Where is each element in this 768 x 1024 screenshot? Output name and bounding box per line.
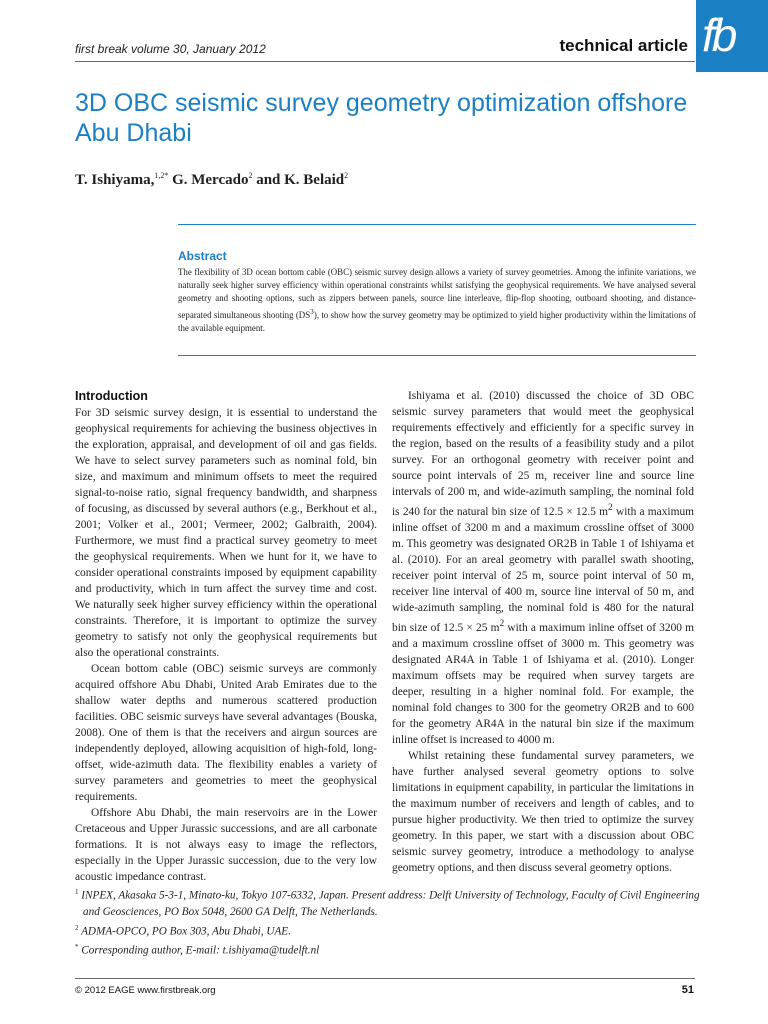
- footnotes: [75, 884, 715, 959]
- author-name: and K. Belaid: [252, 172, 345, 188]
- footer-rule: [75, 978, 695, 979]
- unit-superscript: 2: [608, 503, 613, 513]
- author-affiliation-mark: 2: [248, 171, 253, 180]
- body-paragraph: [392, 388, 694, 748]
- footnote-text: INPEX, Akasaka 5-3-1, Minato-ku, Tokyo 107-6332, Japan. Present address: Delft University of Technology, Faculty of Civil Engineering and Geosciences, PO Box 5048, 2600 GA Delft, The Netherlands.: [78, 889, 700, 918]
- author-list: [75, 171, 348, 189]
- abstract-top-rule: [178, 224, 696, 225]
- footnote-text: Corresponding author, E-mail: t.ishiyama@tudelft.nl: [78, 945, 320, 958]
- copyright-line: © 2012 EAGE www.firstbreak.org: [75, 985, 216, 996]
- footnote-mark: 1: [75, 888, 79, 896]
- page-number: 51: [681, 984, 694, 996]
- fb-logo-text: fb: [702, 9, 735, 61]
- running-head: first break volume 30, January 2012: [75, 42, 266, 56]
- author-name: T. Ishiyama,: [75, 172, 155, 188]
- body-paragraph: Whilst retaining these fundamental survey parameters, we have further analysed several geometry options to solve limitations in equipment capability, in particular the limitations in the maximum number of receivers and length of cables, and to pursue higher productivity. We then tried to optimize the survey geometry. In this paper, we start with a discussion about OBC seismic survey geometry, introduce a methodology to analyse geometry options, and then discuss several geometry options.: [392, 749, 694, 874]
- abstract-text-part: ), to show how the survey geometry may be optimized to yield higher productivity within the limitations of the available equipment.: [178, 309, 696, 333]
- footnote-mark: 2: [75, 923, 79, 932]
- unit-superscript: 2: [499, 618, 505, 629]
- footnote: [75, 920, 715, 940]
- header-rule: [75, 61, 695, 62]
- body-paragraph: Offshore Abu Dhabi, the main reservoirs are in the Lower Cretaceous and Upper Jurassic successions, and are all carbonate formations. It is not always easy to image the reflectors, especially in the Upper Jurassic succession, due to the very low acoustic impedance contrast.: [75, 807, 377, 883]
- author-name: G. Mercado: [168, 172, 249, 188]
- article-title: 3D OBC seismic survey geometry optimization offshore Abu Dhabi: [75, 89, 688, 147]
- author-affiliation-mark: 2: [344, 171, 349, 180]
- footnote-text: ADMA-OPCO, PO Box 303, Abu Dhabi, UAE.: [78, 925, 291, 938]
- body-text-part: Ishiyama et al. (2010) discussed the choice of 3D OBC seismic survey parameters that would meet the geophysical requirements effectively and efficiently for a specific survey in the region, based on the results of a feasibility study and a pilot survey. For an orthogonal geometry with receiver point and source point intervals of 25 m, receiver line and source line intervals of 200 m, and wide-azimuth sampling, the nominal fold is 240 for the natural bin size of 12.5 × 12.5 m: [392, 390, 694, 518]
- fb-logo: [696, 0, 768, 72]
- section-label: technical article: [559, 36, 688, 55]
- abstract-text: [178, 266, 696, 335]
- abstract-bottom-rule: [178, 355, 696, 356]
- footnote: [75, 884, 715, 920]
- section-heading-introduction: Introduction: [75, 389, 148, 403]
- abstract-heading: Abstract: [178, 249, 227, 263]
- footnote-mark: *: [75, 943, 79, 952]
- body-paragraph: Ocean bottom cable (OBC) seismic surveys are commonly acquired offshore Abu Dhabi, United Arab Emirates due to the shallow water depths and numerous scattered production facilities. OBC seismic surveys have several advantages (Bouska, 2008). One of them is that the receivers and airgun sources are independently deployed, allowing acquisition of high-fold, long-offset, wide-azimuth data. The flexibility enables a variety of survey parameters and geometries to meet the geophysical requirements.: [75, 663, 377, 803]
- abstract-text-part: The flexibility of 3D ocean bottom cable (OBC) seismic survey design allows a variety of survey geometries. Among the infinite variations, we naturally seek higher survey efficiency within operational constraints whilst satisfying the geophysical requirements. We have analysed several geometry and shooting options, such as zippers between panels, source line interleave, flip-flop shooting, outboard shooting, and distance-separated simultaneous shooting (DS: [178, 267, 696, 320]
- footnote: [75, 939, 715, 959]
- author-affiliation-mark: 1,2*: [154, 171, 169, 180]
- body-paragraph: For 3D seismic survey design, it is essential to understand the geophysical requirements for achieving the business objectives in the exploration, appraisal, and development of oil and gas fields. We have to select survey parameters such as nominal fold, bin size, and maximum and minimum offsets to meet the required signal-to-noise ratio, signal frequency bandwidth, and sharpness of focusing, as discussed by several authors (e.g., Berkhout et al., 2001; Volker et al., 2001; Vermeer, 2002; Galbraith, 2004). Furthermore, we must find a practical survey geometry to meet the geophysical requirements. When we hunt for it, we have to consider operational constraints imposed by equipment capability and productivity, which in turn affect the survey time and cost. We naturally seek higher survey efficiency within the operational constraints. Therefore, it is important to optimize the survey geometry to satisfy not only the geophysical requirements but also the operational constraints.: [75, 407, 377, 659]
- body-text-part: with a maximum inline offset of 3200 m and a maximum crossline offset of 3000 m. This geometry was designated OR2B in Table 1 of Ishiyama et al. (2010). For an areal geometry with parallel swath shooting, receiver point interval of 25 m, source point interval of 50 m, receiver line interval of 400 m, source line interval of 50 m, and wide-azimuth sampling, the nominal fold is 480 for the natural bin size of 12.5 × 25 m: [392, 505, 694, 634]
- body-text-part: with a maximum inline offset of 3200 m and a maximum crossline offset of 3000 m. This geometry was designated AR4A in Table 1 of Ishiyama et al. (2010). Longer maximum offsets may be required when survey targets are deeper, resulting in a higher nominal fold. For example, the nominal fold changes to 300 for the geometry OR2B and to 600 for the geometry AR4A in the natural bin size if the maximum inline offset is increased to 4000 m.: [392, 621, 695, 746]
- abstract-superscript: 3: [310, 307, 314, 316]
- body-column-right: [392, 388, 694, 876]
- body-column-left: [75, 388, 377, 885]
